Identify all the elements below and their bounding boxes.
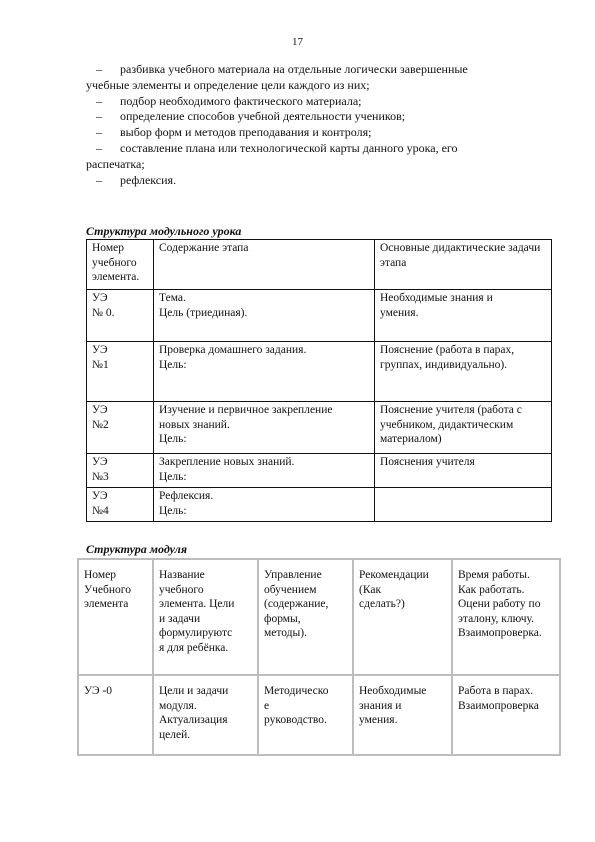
- dash-icon: –: [96, 62, 102, 76]
- table-cell: УЭ №4: [87, 488, 154, 522]
- table-cell: Проверка домашнего задания. Цель:: [154, 342, 375, 402]
- header-cell: Управление обучением (содержание, формы, методы).: [258, 559, 353, 675]
- header-cell: Содержание этапа: [154, 240, 375, 290]
- header-cell: Рекомендации (Как сделать?): [353, 559, 452, 675]
- table-row: [87, 290, 552, 342]
- dash-icon: –: [96, 93, 102, 108]
- table-cell: Пояснение учителя (работа с учебником, дидактическим материалом): [375, 402, 552, 454]
- table-cell: Цели и задачи модуля. Актуализация целей.: [153, 675, 258, 755]
- list-item: – составление плана или технологической карты данного урока, его: [96, 140, 458, 155]
- dash-icon: –: [96, 125, 102, 140]
- table-header-row: [78, 559, 560, 675]
- table-cell: Изучение и первичное закрепление новых знаний. Цель:: [154, 402, 375, 454]
- table-header-row: [87, 240, 552, 290]
- table-cell: Тема. Цель (триединая).: [154, 290, 375, 342]
- header-cell: Время работы. Как работать. Оцени работу по эталону, ключу. Взаимопроверка.: [452, 559, 560, 675]
- lesson-structure-table: [86, 239, 552, 522]
- table-row: [78, 675, 560, 755]
- steps-list: [86, 62, 516, 188]
- table-cell: УЭ № 0.: [87, 290, 154, 342]
- list-item: – выбор форм и методов преподавания и контроля;: [96, 125, 372, 140]
- table-row: [87, 402, 552, 454]
- table-cell: УЭ №1: [87, 342, 154, 402]
- list-item: – рефлексия.: [96, 172, 177, 187]
- dash-icon: –: [96, 109, 102, 124]
- table-cell: Необходимые знания и умения.: [375, 290, 552, 342]
- list-item: – разбивка учебного материала на отдельные логически завершенные: [96, 62, 468, 76]
- header-cell: Название учебного элемента. Цели и задачи формулируютс я для ребёнка.: [153, 559, 258, 675]
- table-cell: Работа в парах. Взаимопроверка: [452, 675, 560, 755]
- lesson-structure-heading: Структура модульного урока: [86, 224, 242, 238]
- list-item-continuation: учебные элементы и определение цели каждого из них;: [86, 77, 370, 92]
- table-cell: Пояснение (работа в парах, группах, индивидуально).: [375, 342, 552, 402]
- table-row: [87, 488, 552, 522]
- page-number: 17: [292, 36, 303, 48]
- table-cell: Необходимые знания и умения.: [353, 675, 452, 755]
- dash-icon: –: [96, 140, 102, 155]
- dash-icon: –: [96, 172, 102, 187]
- table-cell: Закрепление новых знаний. Цель:: [154, 454, 375, 488]
- table-cell: УЭ -0: [78, 675, 153, 755]
- list-item: – подбор необходимого фактического материала;: [96, 93, 362, 108]
- table-cell: Пояснения учителя: [375, 454, 552, 488]
- list-item: – определение способов учебной деятельности учеников;: [96, 109, 406, 124]
- table-cell-empty: [375, 488, 552, 522]
- table-cell: УЭ №3: [87, 454, 154, 488]
- module-structure-table: [77, 558, 561, 756]
- list-item-continuation: распечатка;: [86, 156, 145, 171]
- module-structure-heading: Структура модуля: [86, 542, 188, 556]
- table-row: [87, 454, 552, 488]
- table-cell: Рефлексия. Цель:: [154, 488, 375, 522]
- header-cell: Номер учебного элемента.: [87, 240, 154, 290]
- table-row: [87, 342, 552, 402]
- table-cell: Методическо е руководство.: [258, 675, 353, 755]
- header-cell: Номер Учебного элемента: [78, 559, 153, 675]
- table-cell: УЭ №2: [87, 402, 154, 454]
- header-cell: Основные дидактические задачи этапа: [375, 240, 552, 290]
